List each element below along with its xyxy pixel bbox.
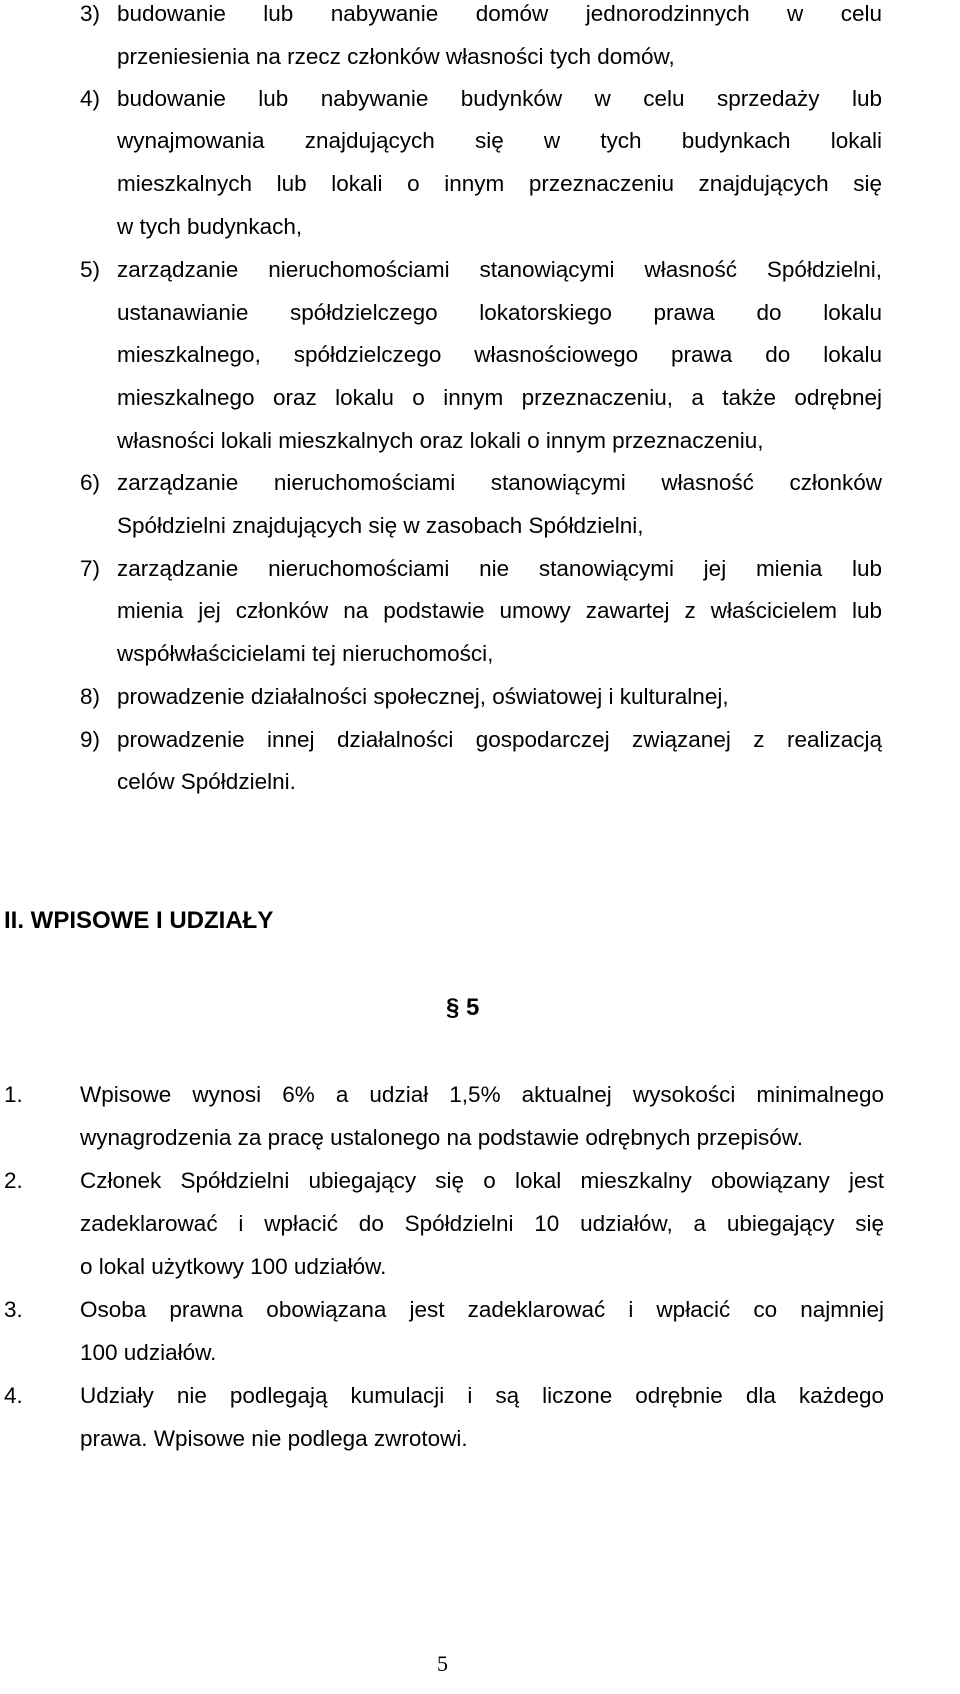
list-item-line: Spółdzielni znajdujących się w zasobach Spółdzielni, — [117, 513, 644, 538]
list-item-line: współwłaścicielami tej nieruchomości, — [117, 641, 494, 666]
paragraph-sign: § 5 — [446, 994, 480, 1021]
list-item-line: mienia jej członków na podstawie umowy zawartej z właścicielem lub — [117, 598, 882, 623]
list-item-line: zarządzanie nieruchomościami stanowiącymi własność członków — [117, 470, 882, 495]
list-item-line: zadeklarować i wpłacić do Spółdzielni 10 udziałów, a ubiegający się — [80, 1211, 884, 1236]
list-item-number: 4) — [80, 86, 101, 111]
list-item-line: zarządzanie nieruchomościami stanowiącymi własność Spółdzielni, — [117, 257, 882, 282]
list-item-line: prowadzenie innej działalności gospodarczej związanej z realizacją — [117, 727, 882, 752]
list-item-number: 1. — [4, 1082, 23, 1107]
list-item-line: w tych budynkach, — [117, 214, 303, 239]
section-heading: II. WPISOWE I UDZIAŁY — [4, 907, 274, 934]
list-item-line: przeniesienia na rzecz członków własności tych domów, — [117, 44, 675, 69]
list-item-line: wynagrodzenia za pracę ustalonego na podstawie odrębnych przepisów. — [80, 1125, 803, 1150]
list-item-number: 6) — [80, 470, 101, 495]
list-item-line: celów Spółdzielni. — [117, 769, 296, 794]
list-item-line: zarządzanie nieruchomościami nie stanowiącymi jej mienia lub — [117, 556, 882, 581]
list-item-line: prawa. Wpisowe nie podlega zwrotowi. — [80, 1426, 468, 1451]
page-number: 5 — [437, 1651, 448, 1676]
list-item-line: mieszkalnego oraz lokalu o innym przeznaczeniu, a także odrębnej — [117, 385, 882, 410]
list-item-number: 3) — [80, 1, 101, 26]
list-item-line: budowanie lub nabywanie budynków w celu sprzedaży lub — [117, 86, 882, 111]
list-item-line: 100 udziałów. — [80, 1340, 217, 1365]
list-item-line: mieszkalnych lub lokali o innym przeznaczeniu znajdujących się — [117, 171, 882, 196]
list-item-line: ustanawianie spółdzielczego lokatorskiego prawa do lokalu — [117, 300, 882, 325]
list-item-line: Wpisowe wynosi 6% a udział 1,5% aktualnej wysokości minimalnego — [80, 1082, 884, 1107]
list-item-line: własności lokali mieszkalnych oraz lokali o innym przeznaczeniu, — [117, 428, 764, 453]
list-item-number: 8) — [80, 684, 101, 709]
list-item-line: budowanie lub nabywanie domów jednorodzinnych w celu — [117, 1, 882, 26]
list-item-line: mieszkalnego, spółdzielczego własnościowego prawa do lokalu — [117, 342, 882, 367]
list-item-line: wynajmowania znajdujących się w tych budynkach lokali — [117, 128, 882, 153]
list-item-line: Osoba prawna obowiązana jest zadeklarować i wpłacić co najmniej — [80, 1297, 884, 1322]
list-item-line: o lokal użytkowy 100 udziałów. — [80, 1254, 387, 1279]
list-item-number: 7) — [80, 556, 101, 581]
list-item-line: Udziały nie podlegają kumulacji i są liczone odrębnie dla każdego — [80, 1383, 884, 1408]
list-item-number: 3. — [4, 1297, 23, 1322]
list-item-line: Członek Spółdzielni ubiegający się o lokal mieszkalny obowiązany jest — [80, 1168, 884, 1193]
list-item-line: prowadzenie działalności społecznej, oświatowej i kulturalnej, — [117, 684, 729, 709]
list-item-number: 4. — [4, 1383, 23, 1408]
list-item-number: 5) — [80, 257, 101, 282]
list-item-number: 2. — [4, 1168, 23, 1193]
list-item-number: 9) — [80, 727, 101, 752]
